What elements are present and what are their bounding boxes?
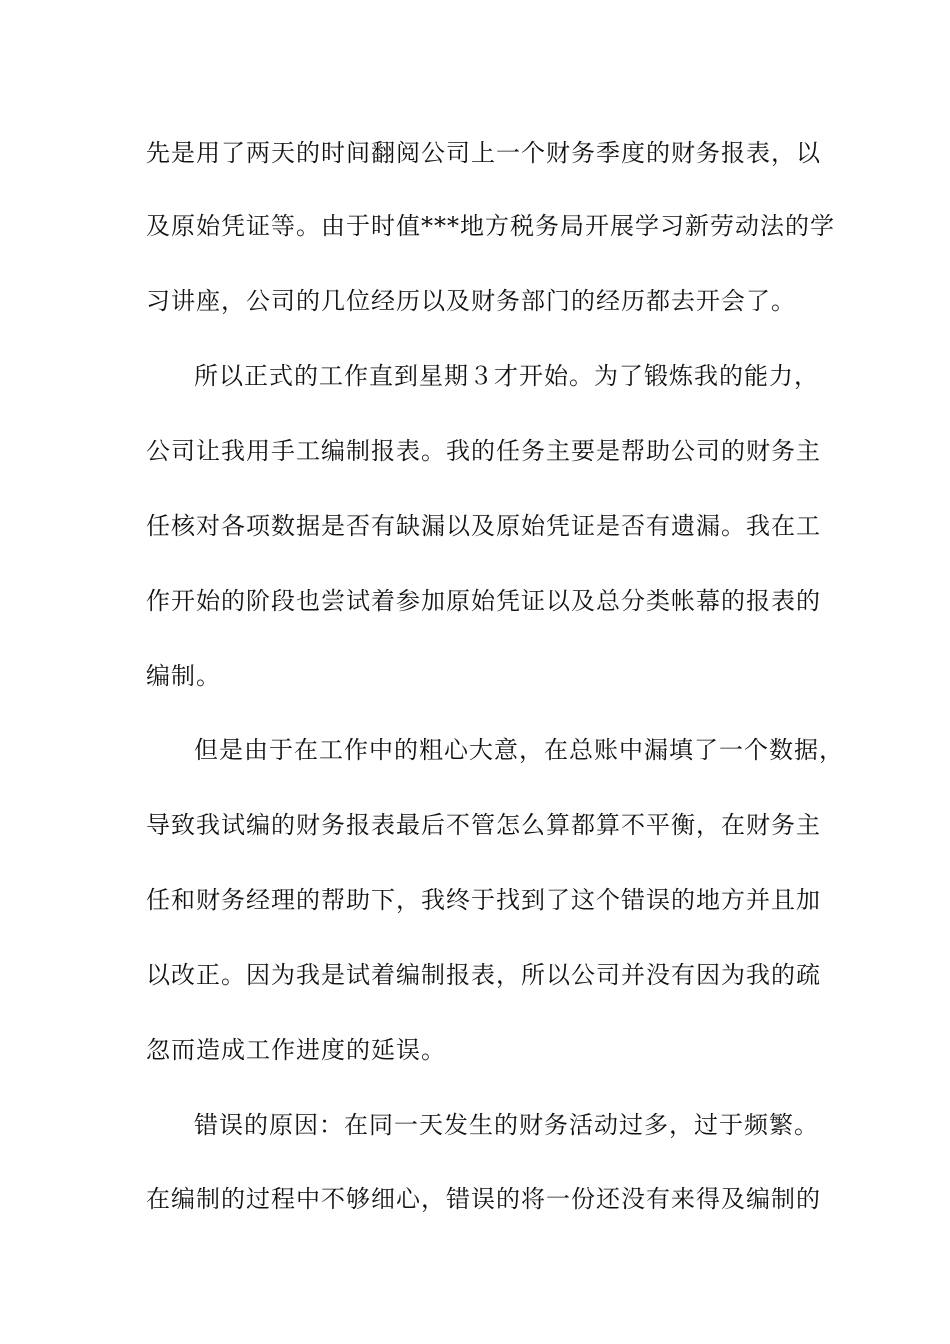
text-line: 导致我试编的财务报表最后不管怎么算都算不平衡，在财务主 [146, 811, 821, 839]
text-line: 在编制的过程中不够细心，错误的将一份还没有来得及编制的 [146, 1185, 821, 1213]
text-line: 及原始凭证等。由于时值***地方税务局开展学习新劳动法的学 [146, 212, 835, 240]
paragraph-start-line: 错误的原因：在同一天发生的财务活动过多，过于频繁。 [194, 1111, 819, 1139]
text-line: 以改正。因为我是试着编制报表，所以公司并没有因为我的疏 [146, 961, 821, 989]
text-line: 作开始的阶段也尝试着参加原始凭证以及总分类帐幕的报表的 [146, 587, 821, 615]
text-line: 公司让我用手工编制报表。我的任务主要是帮助公司的财务主 [146, 437, 821, 465]
text-line: 先是用了两天的时间翻阅公司上一个财务季度的财务报表，以 [146, 139, 821, 167]
paragraph-start-line: 但是由于在工作中的粗心大意，在总账中漏填了一个数据， [194, 736, 844, 764]
text-line: 编制。 [146, 662, 221, 690]
text-line: 忽而造成工作进度的延误。 [146, 1036, 446, 1064]
paragraph-start-line: 所以正式的工作直到星期３才开始。为了锻炼我的能力， [194, 362, 819, 390]
text-line: 习讲座，公司的几位经历以及财务部门的经历都去开会了。 [146, 287, 796, 315]
text-line: 任核对各项数据是否有缺漏以及原始凭证是否有遗漏。我在工 [146, 512, 821, 540]
text-line: 任和财务经理的帮助下，我终于找到了这个错误的地方并且加 [146, 886, 821, 914]
